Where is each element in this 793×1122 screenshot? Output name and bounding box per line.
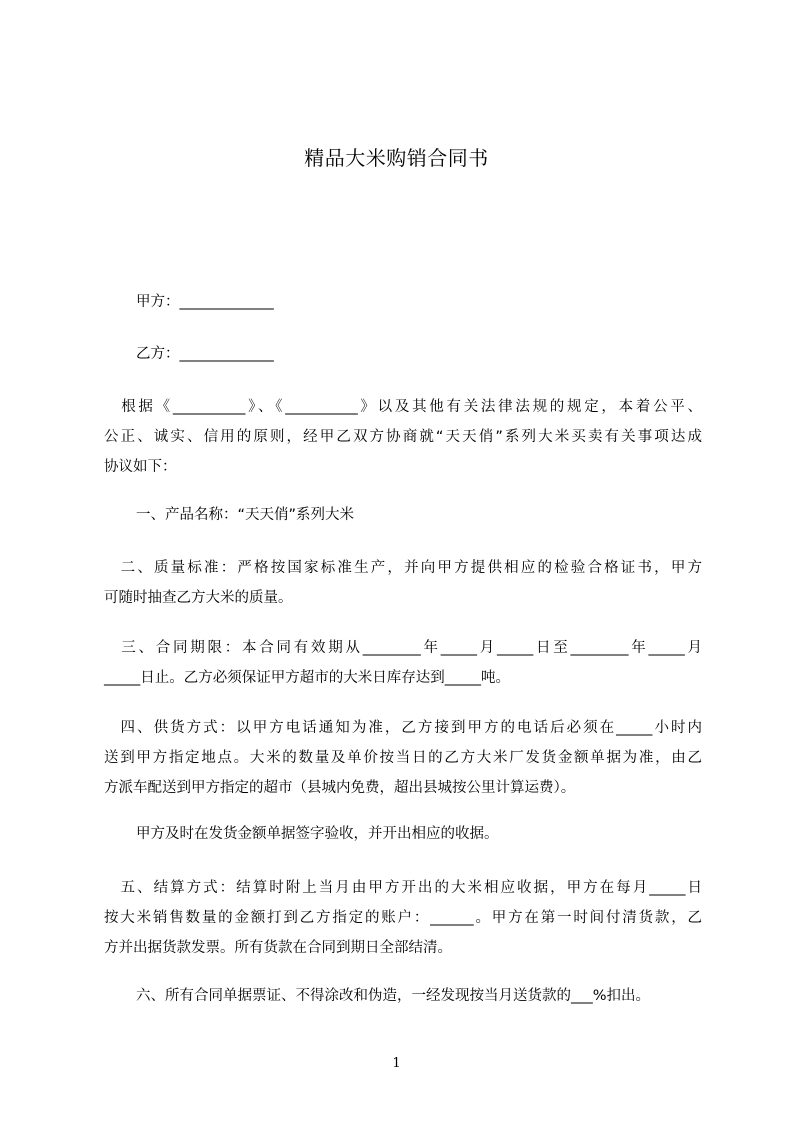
clause-4-note: 甲方及时在发货金额单据签字验收，并开出相应的收据。 (136, 826, 499, 842)
clause-2 (104, 553, 702, 613)
preamble-line: 公正、诚实、信用的原则，经甲乙双方协商就“天天俏”系列大米买卖有关事项达成 (104, 429, 702, 445)
clause-5-line: 方并出据货款发票。所有货款在合同到期日全部结清。 (104, 940, 452, 956)
document-title: 精品大米购销合同书 (304, 146, 489, 170)
clause-3-line: 三、合同期限：本合同有效期从________年_____月_____日至________年_____月 (104, 640, 702, 656)
clause-5-line: 按大米销售数量的金额打到乙方指定的账户：______。甲方在第一时间付清货款，乙 (104, 910, 702, 926)
clause-4-line: 四、供货方式：以甲方电话通知为准，乙方接到甲方的电话后必须在_____小时内 (104, 720, 702, 736)
clause-4-line: 方派车配送到甲方指定的超市（县城内免费，超出县城按公里计算运费）。 (104, 780, 576, 796)
clause-6: 六、所有合同单据票证、不得涂改和伪造，一经发现按当月送货款的___%扣出。 (136, 988, 651, 1004)
clause-3 (104, 633, 702, 693)
clause-4 (104, 713, 702, 803)
preamble-line: 根据《__________》、《__________》以及其他有关法律法规的规定，本着公平、 (104, 399, 702, 415)
clause-5-line: 五、结算方式：结算时附上当月由甲方开出的大米相应收据，甲方在每月_____日 (104, 880, 702, 896)
page-number: 1 (392, 1056, 401, 1071)
clause-2-line: 可随时抽查乙方大米的质量。 (104, 590, 293, 606)
party-b-line: 乙方：_____________ (136, 346, 274, 362)
clause-5 (104, 873, 702, 963)
clause-4-line: 送到甲方指定地点。大米的数量及单价按当日的乙方大米厂发货金额单据为准，由乙 (104, 750, 702, 766)
clause-2-line: 二、质量标准：严格按国家标准生产，并向甲方提供相应的检验合格证书，甲方 (104, 560, 702, 576)
party-a-line: 甲方：_____________ (136, 294, 274, 310)
clause-3-line: _____日止。乙方必须保证甲方超市的大米日库存达到_____吨。 (104, 670, 510, 686)
preamble-line: 协议如下： (104, 459, 177, 475)
clause-1: 一、产品名称：“天天俏”系列大米 (136, 507, 355, 523)
preamble-paragraph (104, 392, 702, 482)
